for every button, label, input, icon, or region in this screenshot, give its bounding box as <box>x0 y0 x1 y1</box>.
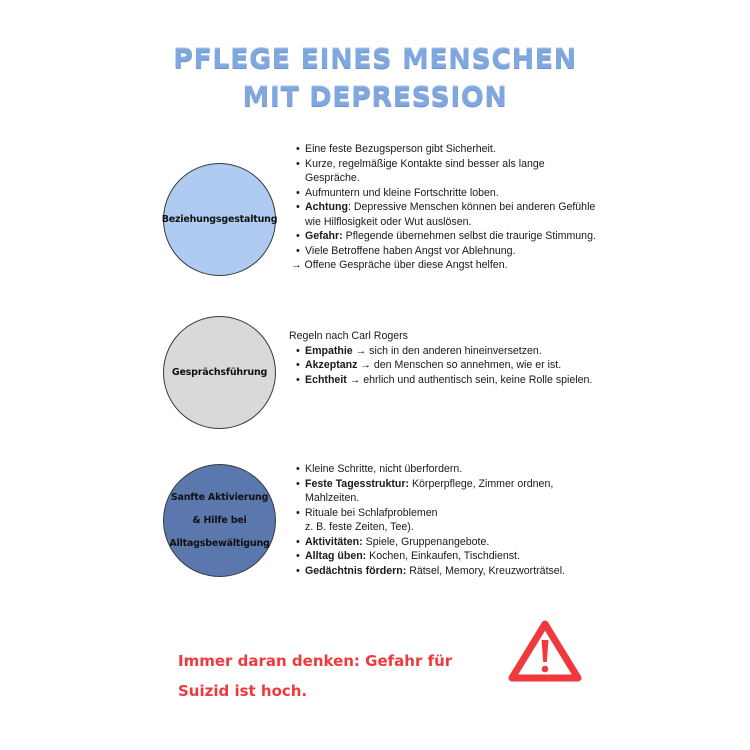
list-item: • Feste Tagesstruktur: Körperpflege, Zimmer ordnen, Mahlzeiten. <box>289 477 599 506</box>
list-item: • Akzeptanz → den Menschen so annehmen, wie er ist. <box>289 358 599 373</box>
section-sanfte-aktivierung-text <box>289 462 599 578</box>
list-item: • Eine feste Bezugsperson gibt Sicherheit. <box>289 142 599 157</box>
list-item: • Viele Betroffene haben Angst vor Ablehnung. <box>289 244 599 259</box>
section-beziehungsgestaltung-text <box>289 142 599 273</box>
page-title-line-1: PFLEGE EINES MENSCHEN <box>173 44 577 75</box>
section-gespraechsfuehrung-text <box>289 329 599 387</box>
warning-message: Immer daran denken: Gefahr für Suizid ist hoch. <box>178 652 453 700</box>
sub-note: z. B. feste Zeiten, Tee). <box>305 521 414 533</box>
circle-sanfte-aktivierung <box>163 464 276 577</box>
circle-label: Gesprächsführung <box>171 367 268 378</box>
list-item: • Echtheit → ehrlich und authentisch sein, keine Rolle spielen. <box>289 373 599 388</box>
circle-label: Sanfte Aktivierung & Hilfe bei Alltagsbewältigung <box>169 492 270 549</box>
list-item: • Achtung: Depressive Menschen können bei anderen Gefühle wie Hilflosigkeit oder Wut auslösen. <box>289 200 599 229</box>
list-item: • Empathie → sich in den anderen hineinversetzen. <box>289 344 599 359</box>
list-item: • Kurze, regelmäßige Kontakte sind besser als lange Gespräche. <box>289 157 599 186</box>
list-item: • Gefahr: Pflegende übernehmen selbst die traurige Stimmung. <box>289 229 599 244</box>
list-item: • Aufmuntern und kleine Fortschritte loben. <box>289 186 599 201</box>
list-item: • Aktivitäten: Spiele, Gruppenangebote. <box>289 535 599 550</box>
page-title-line-2: MIT DEPRESSION <box>242 82 508 113</box>
list-item: • Kleine Schritte, nicht überfordern. <box>289 462 599 477</box>
list-item: • Alltag üben: Kochen, Einkaufen, Tischdienst. <box>289 549 599 564</box>
list-item: • Rituale bei Schlafproblemen <box>289 506 599 521</box>
warning-triangle-icon <box>508 620 582 684</box>
arrow-note: → Offene Gespräche über diese Angst helfen. <box>291 259 508 271</box>
section-intro: Regeln nach Carl Rogers <box>289 330 408 342</box>
circle-beziehungsgestaltung <box>163 163 276 276</box>
list-item: • Gedächtnis fördern: Rätsel, Memory, Kreuzworträtsel. <box>289 564 599 579</box>
circle-gespraechsfuehrung <box>163 316 276 429</box>
circle-label: Beziehungsgestaltung <box>161 214 278 225</box>
